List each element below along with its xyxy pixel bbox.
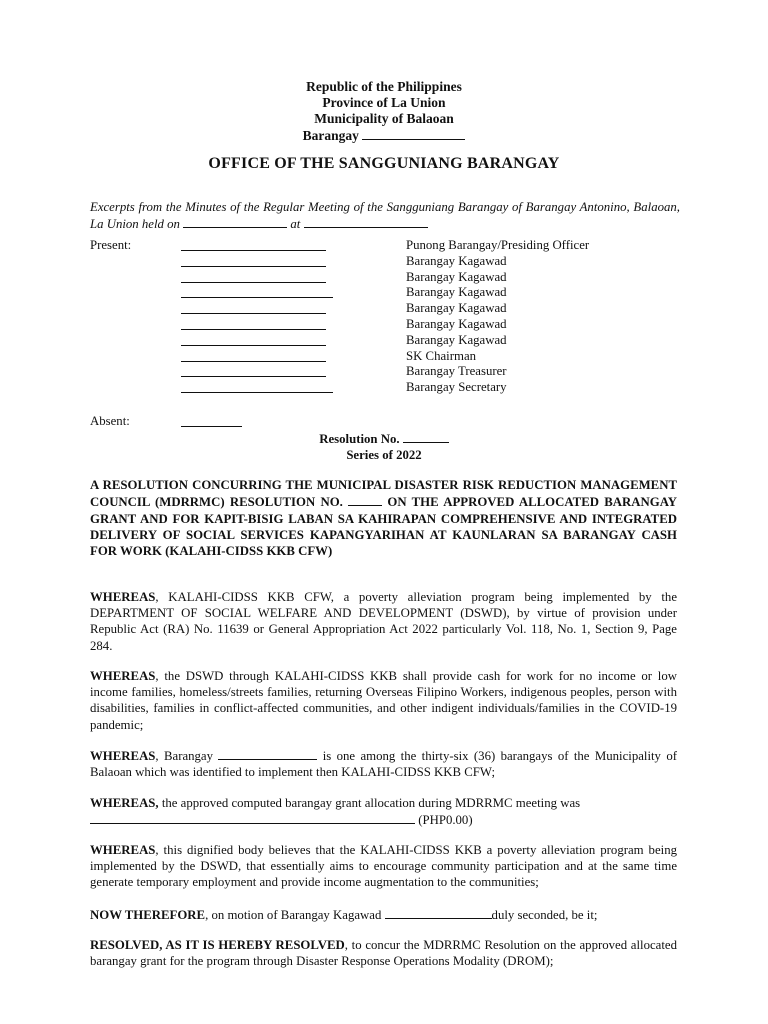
minutes-excerpt: [90, 199, 680, 232]
whereas-paragraph-2: [90, 668, 677, 733]
barangay-label: Barangay: [302, 128, 359, 143]
absent-blank: [181, 414, 242, 427]
resolution-number-blank: [403, 430, 449, 443]
name-blank: [181, 285, 333, 298]
paragraph-lead: NOW THEREFORE: [90, 908, 206, 922]
barangay-blank: [362, 127, 465, 140]
name-blank: [181, 317, 326, 330]
office-title: OFFICE OF THE SANGGUNIANG BARANGAY: [208, 155, 560, 172]
header-municipality: Municipality of Balaoan: [314, 111, 454, 126]
now-therefore-paragraph: [90, 906, 677, 923]
excerpt-text: Excerpts from the Minutes of the Regular Meeting of the Sangguniang Barangay of Barangay Antonino, Balaoan, La Union held on: [90, 200, 680, 231]
role-item: SK Chairman: [406, 348, 477, 363]
header-republic: Republic of the Philippines: [306, 79, 462, 94]
role-item: Barangay Kagawad: [406, 253, 507, 268]
name-blank: [181, 254, 326, 267]
paragraph-text: , this dignified body believes that the KALAHI-CIDSS KKB a poverty alleviation program being implemented by the DSWD, that essentially aims to encourage community participation and at the same time generate temporary employment and provide income augmentation to the communities;: [90, 843, 677, 890]
role-item: Barangay Kagawad: [406, 332, 507, 347]
name-blank: [181, 238, 326, 251]
name-blank: [181, 270, 326, 283]
barangay-name-blank: [218, 747, 317, 760]
paragraph-text: , Barangay: [155, 749, 214, 763]
role-item: Barangay Kagawad: [406, 301, 507, 316]
resolved-paragraph: [90, 937, 677, 969]
attendance-roles: [406, 238, 589, 396]
present-label: Present:: [90, 238, 132, 252]
name-blank: [181, 380, 333, 393]
paragraph-lead: WHEREAS,: [90, 796, 159, 810]
resolution-title-part2: ON THE APPROVED ALLOCATED BARANGAY GRANT AND FOR KAPIT-BISIG LABAN SA KAHIRAPAN COMPREHENSIVE AND INTEGRATED DELIVERY OF SOCIAL SERVICES KAPANGYARIHAN AT KAUNLARAN SA BARANGAY CASH FOR WORK (KALAHI-CIDSS KKB CFW): [90, 495, 678, 559]
resolution-series: Series of 2022: [346, 448, 422, 462]
paragraph-text: , on motion of Barangay Kagawad: [205, 908, 382, 922]
grant-amount: (PHP0.00): [418, 813, 473, 828]
paragraph-lead: WHEREAS: [90, 669, 156, 683]
role-item: Barangay Secretary: [406, 380, 507, 395]
document-header: [0, 79, 768, 144]
kagawad-name-blank: [385, 906, 492, 919]
whereas-paragraph-1: [90, 589, 677, 654]
resolution-title: [90, 477, 677, 559]
header-barangay: [0, 127, 768, 144]
whereas-paragraph-5: [90, 842, 677, 891]
header-province: Province of La Union: [322, 95, 446, 110]
name-blank: [181, 301, 326, 314]
paragraph-text: , KALAHI-CIDSS KKB CFW, a poverty alleviation program being implemented by the DEPARTMENT OF SOCIAL WELFARE AND DEVELOPMENT (DSWD), by virtue of provision under Republic Act (RA) No. 11639 or General Appropriation Act 2022 particularly Vol. 118, No. 1, Section 9, Page 284.: [90, 590, 677, 653]
paragraph-text: the approved computed barangay grant allocation during MDRRMC meeting was: [161, 796, 581, 810]
name-blank: [181, 364, 326, 377]
role-item: Barangay Treasurer: [406, 364, 507, 379]
paragraph-lead: RESOLVED, AS IT IS HEREBY RESOLVED: [90, 938, 345, 952]
absent-label: Absent:: [90, 414, 130, 428]
venue-blank: [304, 215, 428, 228]
mdrrmc-number-blank: [348, 493, 382, 506]
paragraph-lead: WHEREAS: [90, 749, 156, 763]
absent-line-wrap: [181, 414, 242, 431]
paragraph-text: is one among the thirty-six (36) barangays of the Municipality of Balaoan which was identified to implement then KALAHI-CIDSS KKB CFW;: [90, 749, 677, 780]
role-item: Barangay Kagawad: [406, 285, 507, 300]
whereas-paragraph-3: [90, 747, 677, 780]
excerpt-at: at: [290, 217, 301, 231]
resolution-title-part1: A RESOLUTION CONCURRING THE MUNICIPAL DISASTER RISK REDUCTION MANAGEMENT COUNCIL (MDRRMC) RESOLUTION NO.: [90, 478, 677, 510]
paragraph-lead: WHEREAS: [90, 843, 156, 857]
grant-amount-blank: [90, 811, 415, 824]
resolution-number: [0, 430, 768, 447]
paragraph-text: , the DSWD through KALAHI-CIDSS KKB shall provide cash for work for no income or low income families, homeless/streets families, returning Overseas Filipino Workers, indigenous peoples, person with disabilities, families in conflict-affected communities, and other indigent individuals/families in the COVID-19 pandemic;: [90, 669, 677, 732]
resolution-number-label: Resolution No.: [319, 432, 400, 446]
attendance-name-lines: [181, 238, 333, 396]
resolution-heading: [0, 430, 768, 463]
paragraph-lead: WHEREAS: [90, 590, 156, 604]
paragraph-text: , to concur the MDRRMC Resolution on the approved allocated barangay grant for the program through Disaster Response Operations Modality (DROM);: [90, 938, 677, 969]
name-blank: [181, 349, 326, 362]
name-blank: [181, 333, 326, 346]
role-item: Barangay Kagawad: [406, 316, 507, 331]
whereas-paragraph-4: [90, 795, 677, 828]
role-item: Barangay Kagawad: [406, 269, 507, 284]
date-blank: [183, 215, 287, 228]
paragraph-text: duly seconded, be it;: [491, 908, 598, 922]
role-item: Punong Barangay/Presiding Officer: [406, 238, 590, 252]
